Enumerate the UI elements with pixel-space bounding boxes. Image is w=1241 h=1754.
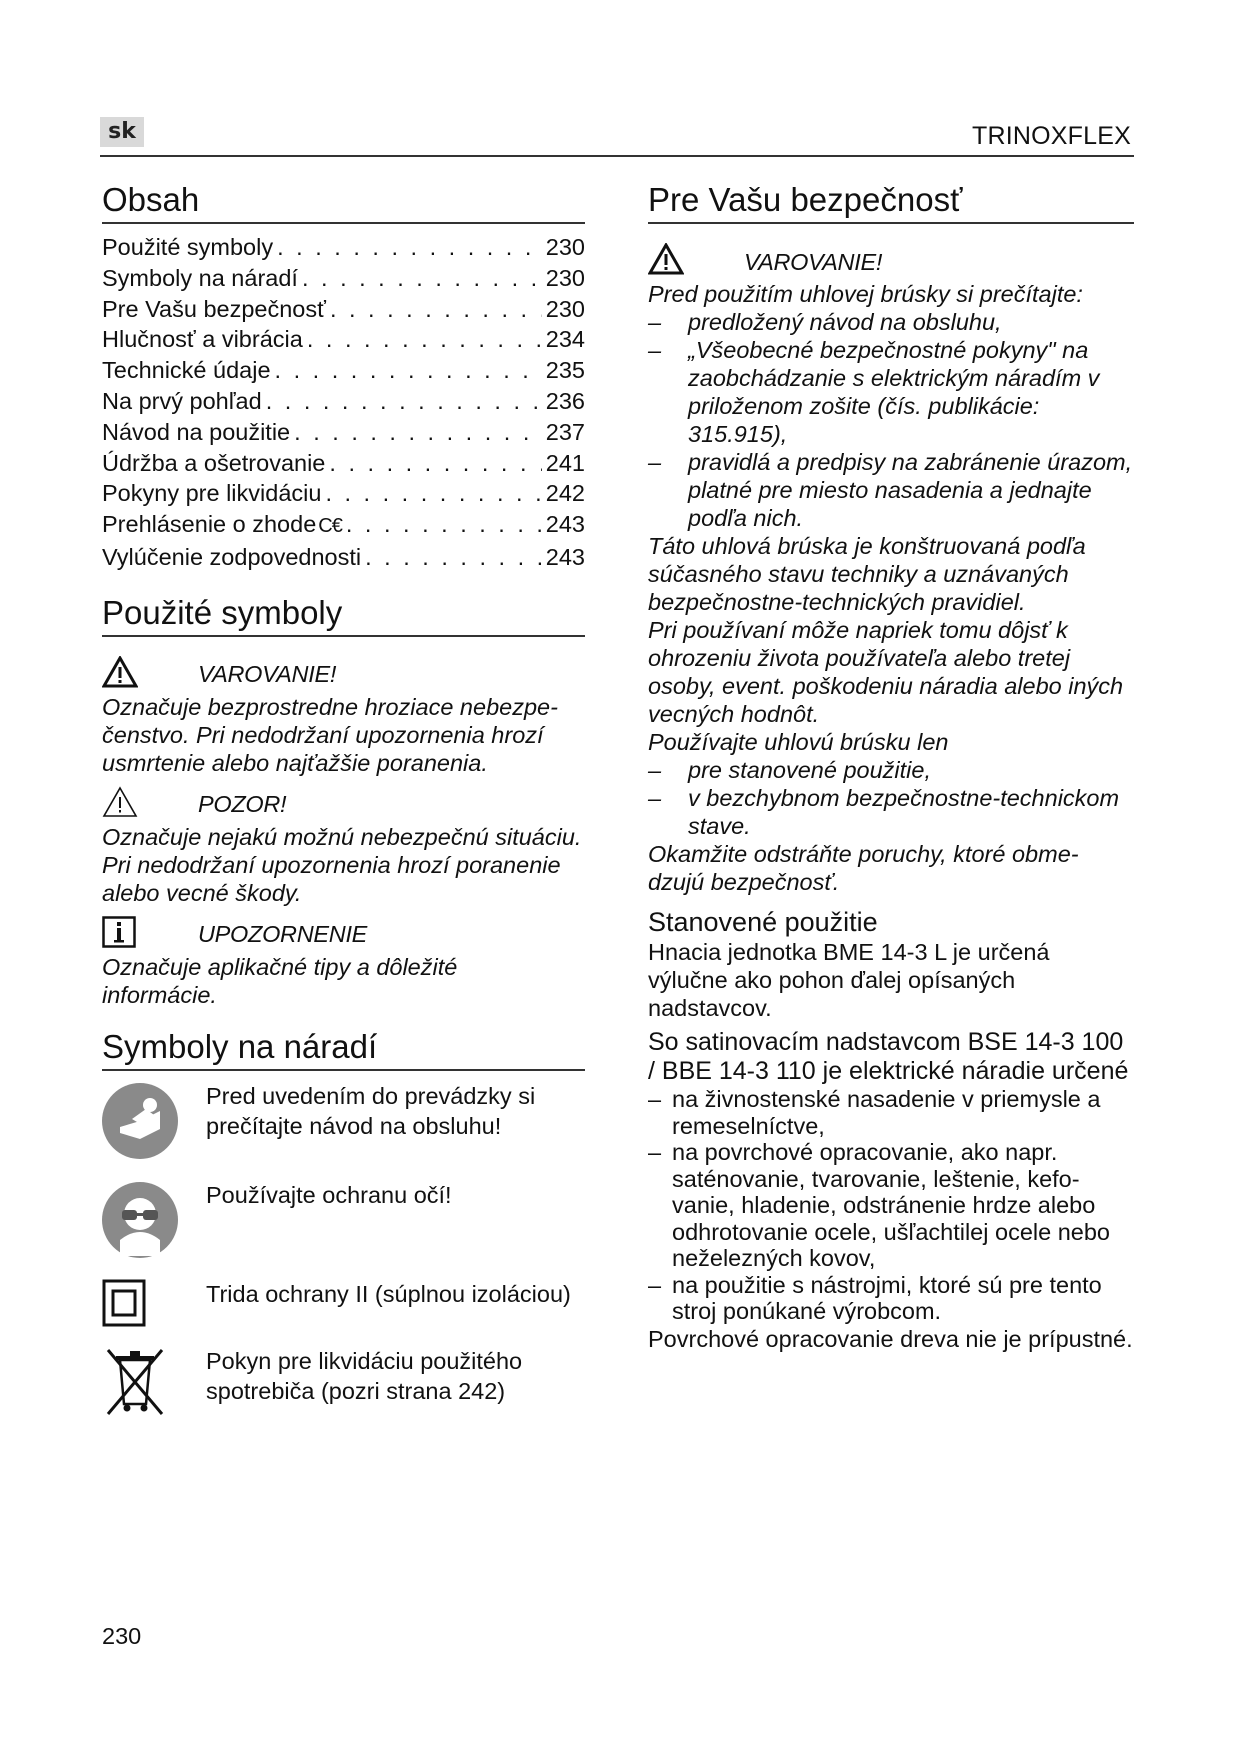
list-item: – pre stanovené použitie, (648, 756, 1134, 784)
caution-label: POZOR! (198, 791, 287, 818)
language-badge: sk (100, 117, 144, 147)
product-name: TRINOXFLEX (972, 122, 1131, 150)
safety-warning-label: VAROVANIE! (744, 248, 883, 275)
page-number: 230 (102, 1623, 142, 1649)
warning-label: VAROVANIE! (198, 661, 337, 688)
tool-symbol-text: Používajte ochranu očí! (206, 1181, 452, 1208)
waste-bin-icon (102, 1346, 206, 1421)
toc-entry[interactable]: Pre Vašu bezpečnosť . . . 230 (102, 294, 585, 325)
tool-symbols-rule (102, 1069, 585, 1071)
safety-title: Pre Vašu bezpečnosť (648, 181, 963, 218)
tool-symbol-text: Pred uvedením do prevádzky si prečítajte návod na obsluhu! (206, 1082, 536, 1139)
note-text: Označuje aplikačné tipy a dôležité informácie. (102, 953, 458, 1008)
intended-use-list (648, 1086, 1134, 1325)
toc-entry[interactable]: Použité symboly . . . 230 (102, 232, 585, 263)
intended-use-subtitle: So satinovacím nadstavcom BSE 14-3 100 / BBE 14-3 110 je elektrické náradie určené (648, 1028, 1129, 1085)
tool-symbol-text: Pokyn pre likvidáciu použitého spotrebiča (pozri strana 242) (206, 1347, 523, 1404)
tool-symbol-row (102, 1180, 585, 1265)
warning-block (102, 657, 585, 777)
list-item: – na použitie s nástrojmi, ktoré sú pre tento stroj ponúkané výrobcom. (648, 1272, 1134, 1325)
toc-entry[interactable]: Vylúčenie zodpovednosti . . . 243 (102, 542, 585, 573)
left-column (102, 180, 585, 1435)
safety-para-1: Táto uhlová brúska je konštruovaná podľa súčasného stavu techniky a uznávaných bezpečnostne-technických pravidiel. (648, 533, 1086, 615)
warning-text: Označuje bezprostredne hroziace nebezpe-čenstvo. Pri nedodržaní upozornenia hrozí usmrtenie alebo najťažšie poranenia. (102, 693, 558, 776)
toc-entry[interactable]: Prehlásenie o zhode C€ . . . 243 (102, 509, 585, 542)
intended-use-title: Stanovené použitie (648, 907, 878, 937)
tool-symbol-row (102, 1346, 585, 1421)
tool-symbol-row (102, 1081, 585, 1166)
toc-entry[interactable]: Hlučnosť a vibrácia . . . 234 (102, 324, 585, 355)
toc-entry[interactable]: Pokyny pre likvidáciu . . . 242 (102, 478, 585, 509)
safety-rule (648, 222, 1134, 224)
note-block (102, 917, 585, 1009)
tool-symbols-title: Symboly na náradí (102, 1027, 378, 1065)
protection-class-ii-icon (102, 1279, 206, 1332)
safety-use-list (648, 756, 1134, 840)
right-column (648, 180, 1134, 1353)
list-item: – v bezchybnom bezpečnostne-technickom stave. (648, 784, 1134, 840)
list-item: – na povrchové opracovanie, ako napr. saténovanie, tvarovanie, leštenie, kefo-vanie, hladenie, odstránenie hrdze alebo odhrotovanie ocele, ušľachtilej ocele nebo neželezných kovov, (648, 1139, 1134, 1272)
caution-block (102, 787, 585, 907)
safety-read-list (648, 308, 1134, 532)
toc-entry[interactable]: Technické údaje . . . 235 (102, 355, 585, 386)
symbols-used-title: Použité symboly (102, 593, 343, 631)
toc-rule (102, 222, 585, 224)
tool-symbol-text: Trida ochrany II (súplnou izoláciou) (206, 1280, 571, 1307)
list-item: – „Všeobecné bezpečnostné pokyny" na zaobchádzanie s elektrickým náradím v priloženom zošite (čís. publikácie: 315.915), (648, 336, 1134, 448)
note-label: UPOZORNENIE (198, 921, 368, 948)
tool-symbols-list (102, 1081, 585, 1421)
toc-entry[interactable]: Na prvý pohľad . . . 236 (102, 386, 585, 417)
caution-triangle-icon (102, 786, 198, 824)
toc-list (102, 232, 585, 573)
safety-para-4: Okamžite odstráňte poruchy, ktoré obme-dzujú bezpečnosť. (648, 841, 1079, 895)
toc-entry[interactable]: Symboly na náradí . . . 230 (102, 263, 585, 294)
read-manual-icon (102, 1081, 206, 1166)
safety-para-3: Používajte uhlovú brúsku len (648, 729, 949, 755)
header-rule (100, 155, 1134, 157)
safety-para-2: Pri používaní môže napriek tomu dôjsť k ohrozeniu života používateľa alebo tretej osoby, event. poškodeniu náradia alebo iných vecných hodnôt. (648, 617, 1124, 727)
caution-text: Označuje nejakú možnú nebezpečnú situáciu. Pri nedodržaní upozornenia hrozí poranenie alebo vecné škody. (102, 823, 582, 906)
list-item: – predložený návod na obsluhu, (648, 308, 1134, 336)
warning-triangle-icon (102, 656, 198, 694)
safety-intro: Pred použitím uhlovej brúsky si prečítajte: (648, 281, 1083, 307)
info-icon (102, 916, 198, 954)
list-item: – pravidlá a predpisy na zabránenie úrazom, platné pre miesto nasadenia a jednajte podľa nich. (648, 448, 1134, 532)
intended-use-para-2: Povrchové opracovanie dreva nie je prípustné. (648, 1325, 1133, 1352)
warning-triangle-icon (648, 243, 744, 281)
tool-symbol-row (102, 1279, 585, 1332)
toc-entry[interactable]: Údržba a ošetrovanie . . . 241 (102, 448, 585, 479)
eye-protection-icon (102, 1180, 206, 1265)
intended-use-para-1: Hnacia jednotka BME 14-3 L je určená výlučne ako pohon ďalej opísaných nadstavcov. (648, 939, 1050, 1021)
list-item: – na živnostenské nasadenie v priemysle a remeselníctve, (648, 1086, 1134, 1139)
toc-entry[interactable]: Návod na použitie . . . 237 (102, 417, 585, 448)
ce-mark-icon: C€ (318, 515, 342, 538)
symbols-used-rule (102, 635, 585, 637)
toc-title: Obsah (102, 181, 200, 218)
